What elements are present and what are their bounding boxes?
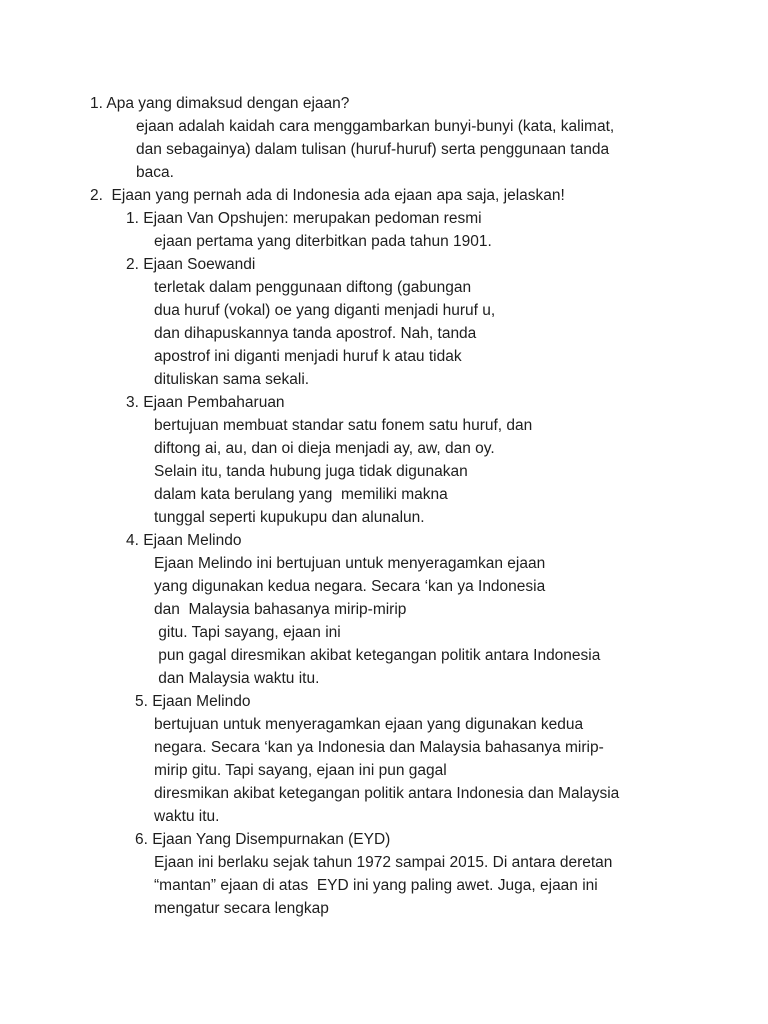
item-line: dituliskan sama sekali.: [154, 371, 310, 388]
item-line: diresmikan akibat ketegangan politik antara Indonesia dan Malaysia: [154, 785, 620, 802]
item-line: negara. Secara ‘kan ya Indonesia dan Malaysia bahasanya mirip-: [154, 739, 604, 756]
item-line: pun gagal diresmikan akibat ketegangan politik antara Indonesia: [154, 647, 601, 664]
item-title: 6. Ejaan Yang Disempurnakan (EYD): [135, 831, 391, 848]
item-title: 1. Ejaan Van Opshujen: merupakan pedoman resmi: [126, 210, 482, 227]
item-line: dalam kata berulang yang memiliki makna: [154, 486, 448, 503]
item-line: “mantan” ejaan di atas EYD ini yang paling awet. Juga, ejaan ini: [154, 877, 598, 894]
item-title: 4. Ejaan Melindo: [126, 532, 242, 549]
item-title: 3. Ejaan Pembaharuan: [126, 394, 285, 411]
item-line: Selain itu, tanda hubung juga tidak digunakan: [154, 463, 468, 480]
item-line: mirip gitu. Tapi sayang, ejaan ini pun gagal: [154, 762, 447, 779]
item-title: 2. Ejaan Soewandi: [126, 256, 256, 273]
item-line: apostrof ini diganti menjadi huruf k atau tidak: [154, 348, 462, 365]
question-2: 2. Ejaan yang pernah ada di Indonesia ada ejaan apa saja, jelaskan!: [90, 187, 565, 204]
item-line: yang digunakan kedua negara. Secara ‘kan ya Indonesia: [154, 578, 546, 595]
item-line: diftong ai, au, dan oi dieja menjadi ay, aw, dan oy.: [154, 440, 495, 457]
item-line: mengatur secara lengkap: [154, 900, 329, 917]
item-line: gitu. Tapi sayang, ejaan ini: [154, 624, 341, 641]
item-line: tunggal seperti kupukupu dan alunalun.: [154, 509, 425, 526]
item-line: Ejaan ini berlaku sejak tahun 1972 sampai 2015. Di antara deretan: [154, 854, 613, 871]
answer-1-line: baca.: [136, 164, 174, 181]
item-line: bertujuan membuat standar satu fonem satu huruf, dan: [154, 417, 533, 434]
item-title: 5. Ejaan Melindo: [135, 693, 251, 710]
item-line: waktu itu.: [154, 808, 220, 825]
question-1: 1. Apa yang dimaksud dengan ejaan?: [90, 95, 350, 112]
item-line: dan dihapuskannya tanda apostrof. Nah, tanda: [154, 325, 477, 342]
item-line: dua huruf (vokal) oe yang diganti menjadi huruf u,: [154, 302, 496, 319]
item-line: dan Malaysia waktu itu.: [154, 670, 320, 687]
item-line: ejaan pertama yang diterbitkan pada tahun 1901.: [154, 233, 492, 250]
item-line: bertujuan untuk menyeragamkan ejaan yang digunakan kedua: [154, 716, 584, 733]
answer-1-line: ejaan adalah kaidah cara menggambarkan bunyi-bunyi (kata, kalimat,: [136, 118, 615, 135]
item-line: dan Malaysia bahasanya mirip-mirip: [154, 601, 407, 618]
item-line: Ejaan Melindo ini bertujuan untuk menyeragamkan ejaan: [154, 555, 546, 572]
answer-1-line: dan sebagainya) dalam tulisan (huruf-huruf) serta penggunaan tanda: [136, 141, 610, 158]
item-line: terletak dalam penggunaan diftong (gabungan: [154, 279, 472, 296]
